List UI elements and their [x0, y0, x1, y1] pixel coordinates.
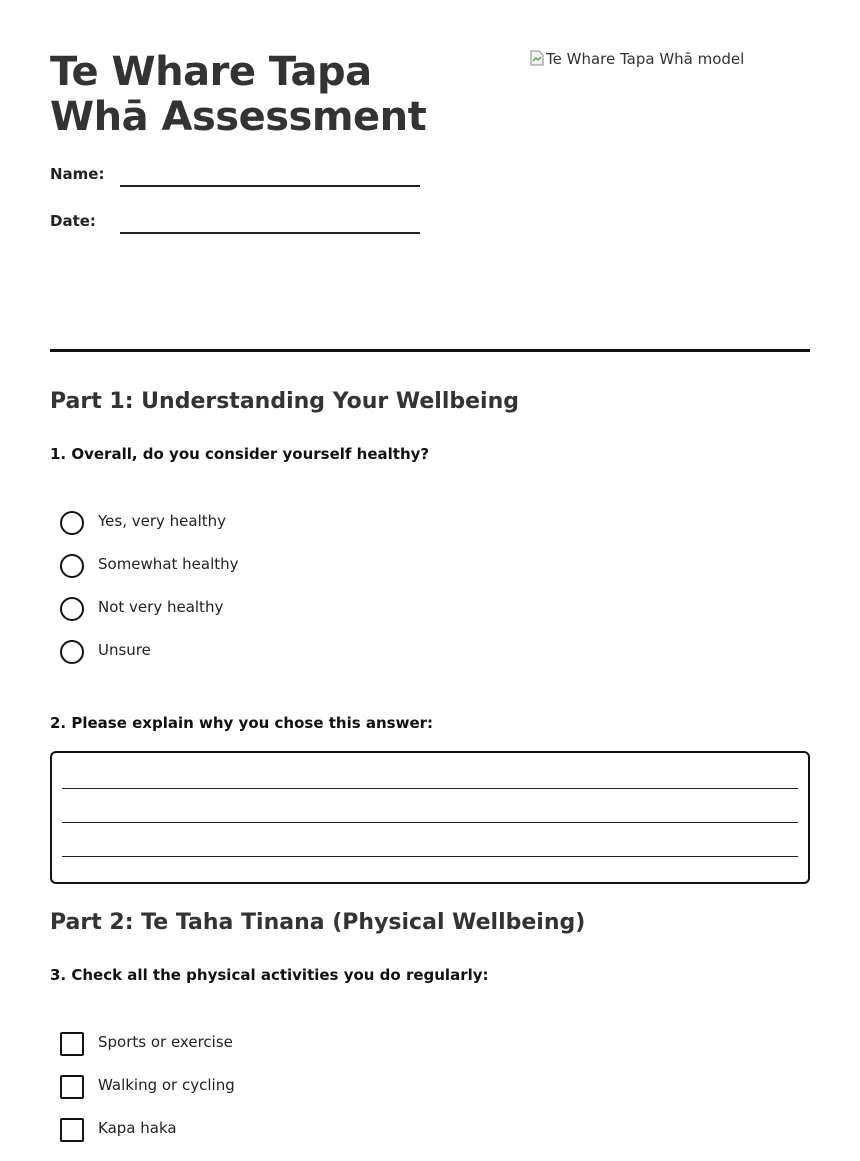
question-3: 3. Check all the physical activities you do regularly:	[50, 966, 489, 984]
answer-line	[62, 856, 798, 857]
checkbox[interactable]	[60, 1118, 84, 1142]
checkbox-label: Kapa haka	[98, 1119, 177, 1137]
answer-line	[62, 788, 798, 789]
name-field[interactable]	[50, 165, 420, 191]
checkbox-label: Sports or exercise	[98, 1033, 233, 1051]
model-image	[530, 50, 810, 74]
radio-button[interactable]	[60, 640, 84, 664]
model-image-alt-text: Te Whare Tapa Whā model	[546, 50, 745, 68]
name-input-line[interactable]	[120, 185, 420, 187]
answer-line	[62, 822, 798, 823]
explanation-textarea[interactable]	[50, 751, 810, 884]
question-1: 1. Overall, do you consider yourself healthy?	[50, 445, 430, 463]
checkbox[interactable]	[60, 1032, 84, 1056]
radio-button[interactable]	[60, 597, 84, 621]
radio-button[interactable]	[60, 511, 84, 535]
date-input-line[interactable]	[120, 232, 420, 234]
checkbox[interactable]	[60, 1075, 84, 1099]
part1-title: Part 1: Understanding Your Wellbeing	[50, 389, 519, 414]
page-title: Te Whare Tapa Whā Assessment	[50, 49, 427, 140]
radio-label: Somewhat healthy	[98, 555, 239, 573]
radio-label: Not very healthy	[98, 598, 224, 616]
date-field[interactable]	[50, 212, 420, 238]
question-2: 2. Please explain why you chose this answer:	[50, 714, 434, 732]
radio-label: Yes, very healthy	[98, 512, 227, 530]
radio-label: Unsure	[98, 641, 151, 659]
date-label: Date:	[50, 212, 96, 230]
section-divider	[50, 349, 810, 352]
checkbox-label: Walking or cycling	[98, 1076, 235, 1094]
name-label: Name:	[50, 165, 105, 183]
part2-title: Part 2: Te Taha Tinana (Physical Wellbeing)	[50, 910, 586, 935]
broken-image-icon	[530, 50, 544, 66]
radio-button[interactable]	[60, 554, 84, 578]
